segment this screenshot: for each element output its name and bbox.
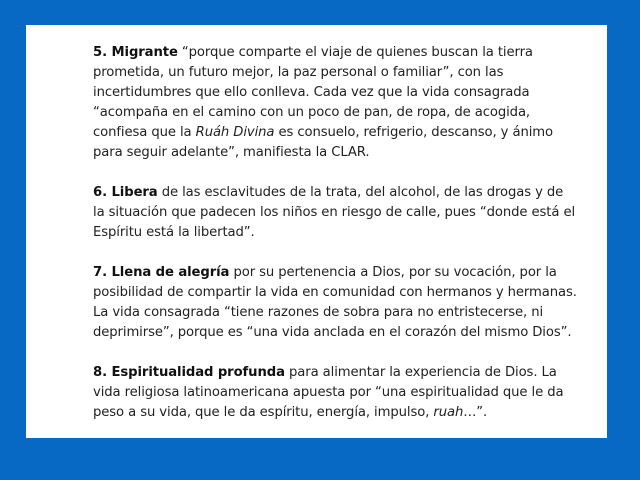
list-item-6 bbox=[93, 183, 577, 243]
item-italic: ruah bbox=[433, 405, 464, 420]
list-item-7 bbox=[93, 263, 577, 343]
document-page bbox=[26, 25, 607, 438]
list-item-8 bbox=[93, 363, 577, 423]
item-text: por su pertenencia a Dios, por su vocación, por la posibilidad de compartir la vida en comunidad con hermanos y hermanas. La vida consagrada “tiene razones de sobra para no entristecerse, ni deprimirse”, porque es “una vida anclada en el corazón del mismo Dios”. bbox=[93, 265, 577, 340]
item-text: para alimentar la experiencia de Dios. La vida religiosa latinoamericana apuesta por “una espiritualidad que le da peso a su vida, que le da espíritu, energía, impulso, bbox=[93, 365, 564, 420]
item-text: de las esclavitudes de la trata, del alcohol, de las drogas y de la situación que padecen los niños en riesgo de calle, pues “donde está el Espíritu está la libertad”. bbox=[93, 185, 576, 240]
list-item-5 bbox=[93, 43, 577, 163]
item-heading: 6. Libera bbox=[93, 185, 158, 200]
item-heading: 8. Espiritualidad profunda bbox=[93, 365, 285, 380]
item-text-end: …”. bbox=[463, 405, 488, 420]
item-italic: Ruáh Divina bbox=[195, 125, 275, 140]
item-text: “porque comparte el viaje de quienes buscan la tierra prometida, un futuro mejor, la paz personal o familiar”, con las incertidumbres que ello conlleva. Cada vez que la vida consagrada “acompaña en el camino con un poco de pan, de ropa, de acogida, confiesa que la bbox=[93, 45, 533, 140]
item-heading: 5. Migrante bbox=[93, 45, 178, 60]
item-text-end: es consuelo, refrigerio, descanso, y ánimo para seguir adelante”, manifiesta la CLAR. bbox=[93, 125, 553, 160]
item-heading: 7. Llena de alegría bbox=[93, 265, 230, 280]
